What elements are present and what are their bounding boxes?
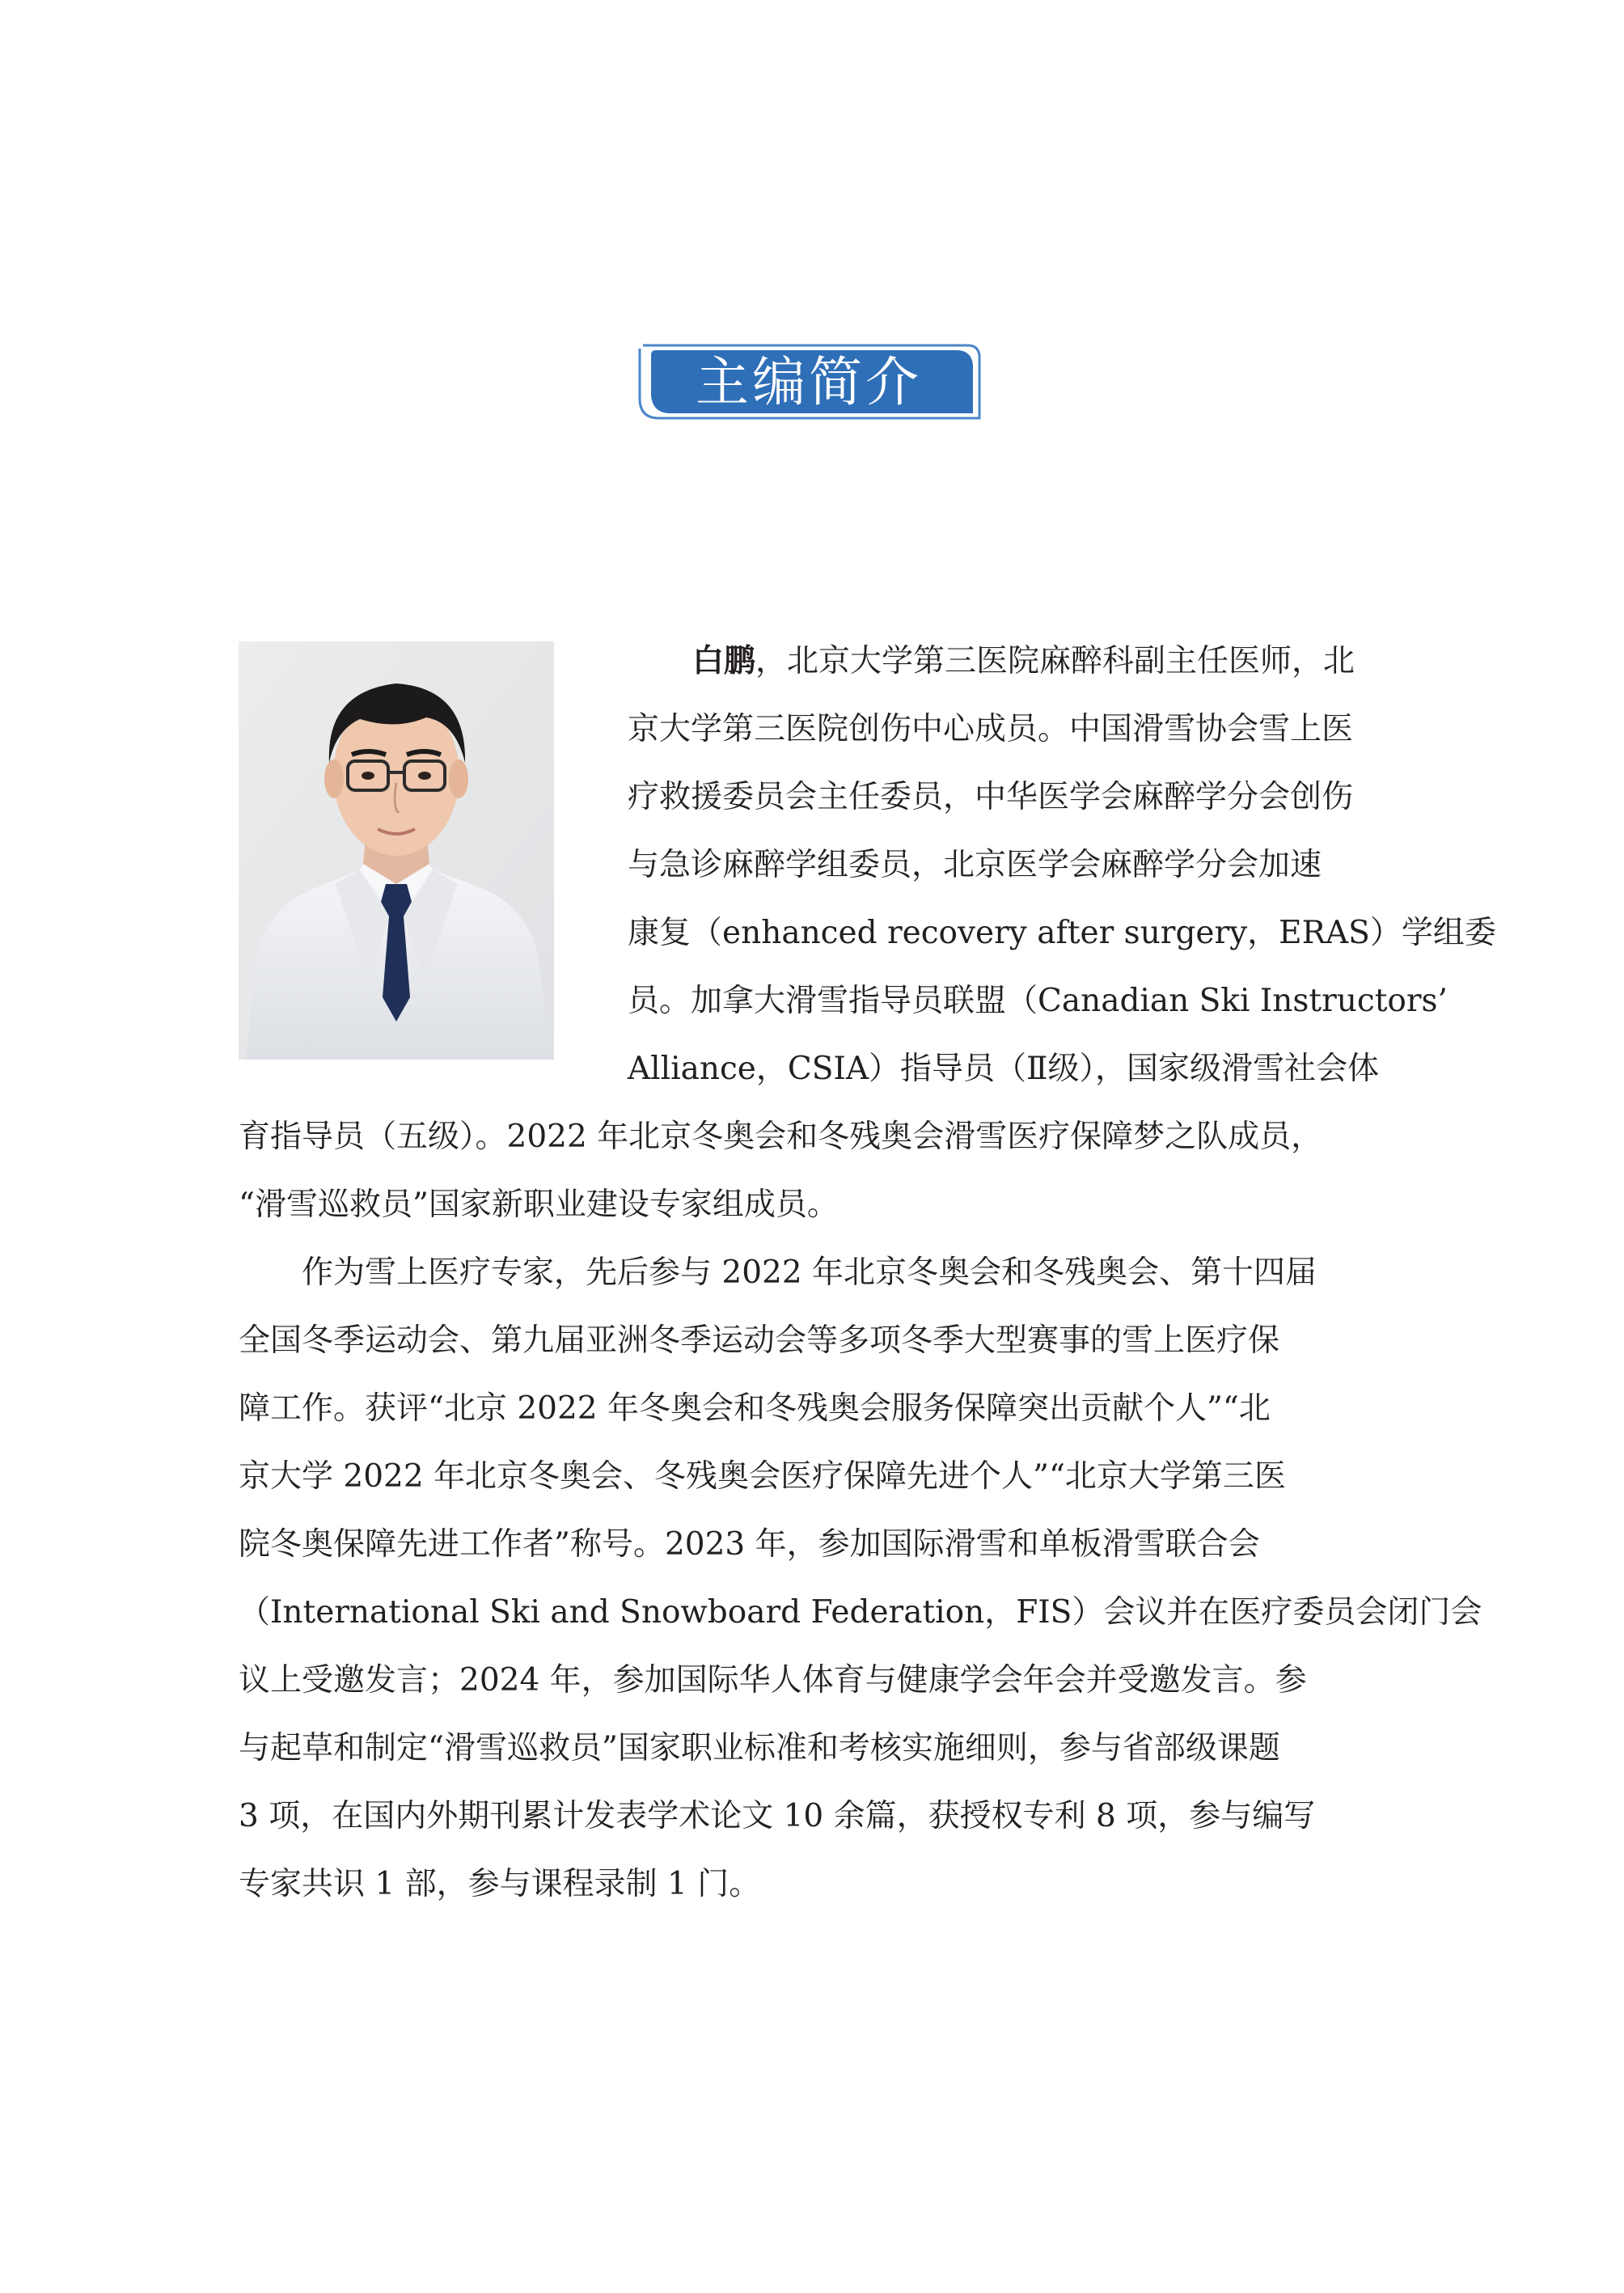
bio-line: 3 项，在国内外期刊累计发表学术论文 10 余篇，获授权专利 8 项，参与编写 bbox=[239, 1798, 1316, 1834]
bio-line: 院冬奥保障先进工作者”称号。2023 年，参加国际滑雪和单板滑雪联合会 bbox=[239, 1526, 1260, 1563]
bio-line: 京大学第三医院创伤中心成员。中国滑雪协会雪上医 bbox=[628, 711, 1354, 747]
bio-line: 京大学 2022 年北京冬奥会、冬残奥会医疗保障先进个人”“北京大学第三医 bbox=[239, 1458, 1286, 1495]
bio-line: 与起草和制定“滑雪巡救员”国家职业标准和考核实施细则，参与省部级课题 bbox=[239, 1730, 1280, 1766]
bio-line: 障工作。获评“北京 2022 年冬奥会和冬残奥会服务保障突出贡献个人”“北 bbox=[239, 1390, 1271, 1427]
bio-line: 专家共识 1 部，参与课程录制 1 门。 bbox=[239, 1866, 761, 1902]
bio-line: 白鹏，北京大学第三医院麻醉科副主任医师，北 bbox=[692, 643, 1355, 679]
bio-line: 全国冬季运动会、第九届亚洲冬季运动会等多项冬季大型赛事的雪上医疗保 bbox=[239, 1322, 1280, 1359]
bio-line: 议上受邀发言；2024 年，参加国际华人体育与健康学会年会并受邀发言。参 bbox=[239, 1662, 1307, 1699]
bio-line: 与急诊麻醉学组委员，北京医学会麻醉学分会加速 bbox=[628, 847, 1322, 883]
bio-line: 康复（enhanced recovery after surgery，ERAS）学组委 bbox=[628, 915, 1496, 951]
bio-line: Alliance，CSIA）指导员（Ⅱ级），国家级滑雪社会体 bbox=[628, 1051, 1380, 1087]
bio-line: （International Ski and Snowboard Federation，FIS）会议并在医疗委员会闭门会 bbox=[239, 1594, 1482, 1631]
page-title: 主编简介 bbox=[696, 351, 922, 413]
author-name: 白鹏 bbox=[692, 643, 756, 679]
bio-line: 作为雪上医疗专家，先后参与 2022 年北京冬奥会和冬残奥会、第十四届 bbox=[302, 1254, 1317, 1291]
bio-line: 疗救援委员会主任委员，中华医学会麻醉学分会创伤 bbox=[628, 779, 1354, 815]
bio-line: “滑雪巡救员”国家新职业建设专家组成员。 bbox=[239, 1187, 839, 1223]
bio-line: 育指导员（五级）。2022 年北京冬奥会和冬残奥会滑雪医疗保障梦之队成员， bbox=[239, 1119, 1323, 1155]
bio-line: 员。加拿大滑雪指导员联盟（Canadian Ski Instructors’ bbox=[628, 983, 1448, 1019]
